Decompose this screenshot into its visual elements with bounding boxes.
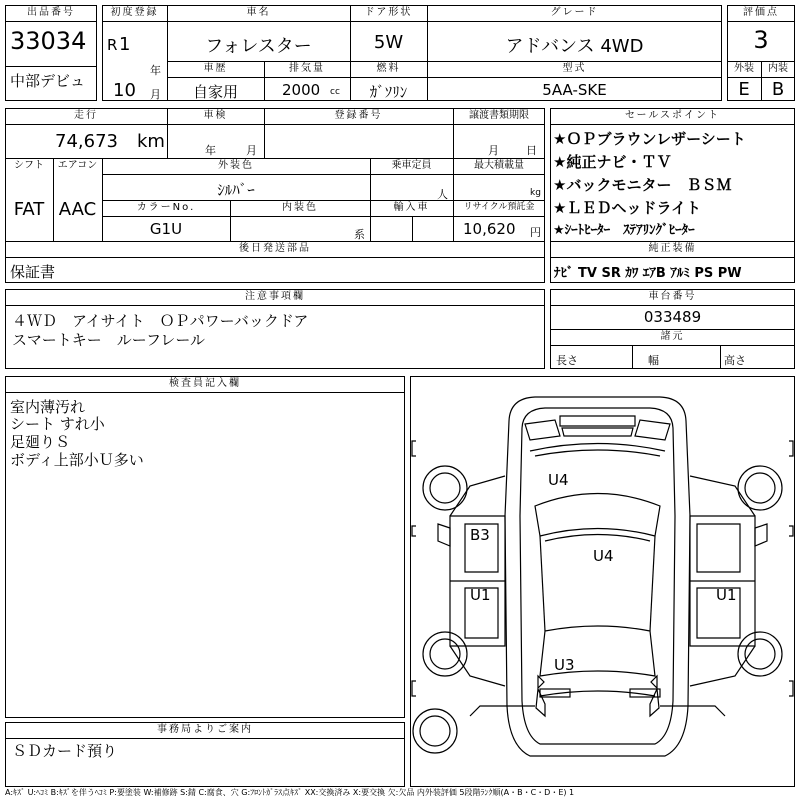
load-unit: kg bbox=[530, 188, 541, 198]
equipment-list: ﾅﾋﾞ TV SR ｶﾜ ｴｱB ｱﾙﾐ PS PW bbox=[554, 266, 742, 281]
damage-mark-hood: U4 bbox=[548, 471, 569, 489]
recycle-amount: 10,620 bbox=[463, 220, 516, 238]
reg-month: 10 bbox=[113, 80, 136, 101]
damage-mark-right-rear-door: U1 bbox=[716, 586, 737, 604]
ac: AAC bbox=[58, 199, 97, 220]
plate-label: 登録番号 bbox=[334, 110, 383, 121]
reg-year-unit: 年 bbox=[150, 64, 161, 77]
int-color-unit: 系 bbox=[354, 228, 365, 241]
transfer-month-unit: 月 bbox=[488, 144, 499, 157]
selling-point-item: ★ＯＰブラウンレザーシート bbox=[553, 130, 746, 148]
mileage: 74,673 bbox=[55, 131, 118, 152]
capacity-unit: 人 bbox=[437, 188, 448, 201]
dims-label: 諸元 bbox=[660, 331, 685, 342]
grade-label: グレード bbox=[550, 7, 599, 18]
exterior-color: ｼﾙﾊﾞｰ bbox=[217, 181, 255, 199]
transfer-label: 譲渡書類期限 bbox=[469, 110, 529, 121]
recycle-label: リサイクル預託金 bbox=[463, 202, 535, 212]
office-text: ＳＤカード預り bbox=[12, 742, 118, 760]
displacement-unit: cc bbox=[330, 87, 340, 97]
selling-point-item: ★ＬＥＤヘッドライト bbox=[553, 199, 701, 217]
debut-label: 中部デビュ bbox=[10, 72, 86, 90]
damage-mark-roof: U4 bbox=[593, 547, 614, 565]
height-label: 高さ bbox=[724, 354, 746, 367]
reg-era: R bbox=[107, 36, 118, 54]
chassis-label: 車台番号 bbox=[648, 291, 697, 302]
displacement-label: 排気量 bbox=[289, 63, 325, 74]
import-label: 輸入車 bbox=[393, 202, 430, 213]
inspector-line: 室内薄汚れ bbox=[10, 398, 86, 416]
inspection-label: 車検 bbox=[203, 110, 228, 121]
selling-point-item: ★純正ナビ・ＴＶ bbox=[553, 153, 672, 171]
score: 3 bbox=[753, 26, 769, 54]
exterior-score: E bbox=[738, 79, 750, 100]
capacity-label: 乗車定員 bbox=[391, 160, 432, 171]
damage-mark-trunk: U3 bbox=[554, 656, 575, 674]
color-no-label: カラーNo. bbox=[136, 202, 196, 213]
history-label: 車歴 bbox=[203, 63, 228, 74]
car-name: フォレスター bbox=[205, 36, 312, 57]
inspection-month-unit: 月 bbox=[246, 144, 257, 157]
selling-points-label: セールスポイント bbox=[624, 110, 721, 121]
model-label: 型式 bbox=[562, 63, 587, 74]
fuel-label: 燃料 bbox=[376, 63, 401, 74]
car-diagram bbox=[410, 376, 795, 787]
width-label: 幅 bbox=[648, 354, 659, 367]
inspector-line: ボディ上部小Ｕ多い bbox=[10, 451, 144, 469]
mileage-label: 走行 bbox=[74, 110, 98, 121]
office-label: 事務局よりご案内 bbox=[157, 724, 253, 735]
doors-label: ドア形状 bbox=[364, 7, 413, 18]
lot-number: 33034 bbox=[10, 27, 87, 55]
grade: アドバンス 4WD bbox=[505, 36, 644, 57]
damage-mark-left-front: B3 bbox=[470, 526, 490, 544]
inspector-label: 検査員記入欄 bbox=[169, 378, 241, 389]
mileage-unit: km bbox=[137, 131, 165, 152]
color-label: 外装色 bbox=[218, 160, 254, 171]
shift: FAT bbox=[13, 199, 45, 220]
inspection-year-unit: 年 bbox=[205, 144, 216, 157]
selling-point-item: ★バックモニター ＢＳＭ bbox=[553, 176, 732, 194]
selling-point-item: ★ｼｰﾄﾋｰﾀｰ ｽﾃｱﾘﾝｸﾞﾋｰﾀｰ bbox=[553, 223, 695, 238]
notes-line: ４ＷＤ アイサイト ＯＰパワーバックドア bbox=[12, 312, 309, 330]
ac-label: エアコン bbox=[57, 160, 98, 171]
exterior-label: 外装 bbox=[734, 63, 754, 74]
notes-line: スマートキー ルーフレール bbox=[12, 331, 206, 349]
model: 5AA-SKE bbox=[542, 81, 607, 99]
history: 自家用 bbox=[192, 83, 238, 101]
later-parts: 保証書 bbox=[10, 263, 56, 281]
equipment-label: 純正装備 bbox=[648, 243, 697, 254]
color-no: G1U bbox=[149, 220, 183, 238]
inspector-line: 足廻りＳ bbox=[10, 433, 71, 451]
reg-year: 1 bbox=[119, 34, 131, 55]
load-label: 最大積載量 bbox=[474, 160, 524, 171]
chassis-number: 033489 bbox=[643, 308, 702, 326]
recycle-unit: 円 bbox=[530, 226, 541, 239]
inspector-line: シート すれ小 bbox=[10, 415, 105, 433]
fuel: ｶﾞｿﾘﾝ bbox=[369, 83, 408, 101]
reg-month-unit: 月 bbox=[150, 88, 161, 101]
int-color-label: 内装色 bbox=[282, 202, 318, 213]
lot-label: 出品番号 bbox=[27, 7, 75, 18]
displacement: 2000 bbox=[282, 81, 321, 99]
damage-mark-left-rear-door: U1 bbox=[470, 586, 491, 604]
doors: 5W bbox=[373, 32, 404, 53]
car-name-label: 車名 bbox=[246, 7, 271, 18]
interior-label: 内装 bbox=[768, 63, 788, 74]
shift-label: シフト bbox=[14, 160, 44, 171]
length-label: 長さ bbox=[556, 354, 578, 367]
interior-score: B bbox=[771, 79, 785, 100]
later-parts-label: 後日発送部品 bbox=[239, 243, 311, 254]
reg-label: 初度登録 bbox=[110, 7, 159, 18]
notes-label: 注意事項欄 bbox=[245, 291, 305, 302]
score-label: 評価点 bbox=[743, 7, 779, 18]
damage-legend: A:ｷｽﾞ U:ﾍｺﾐ B:ｷｽﾞを伴うﾍｺﾐ P:要塗装 W:補修跡 S:錆 C:腐食、穴 G:ﾌﾛﾝﾄｶﾞﾗｽ点ｷｽﾞ XX:交換済み X:要交換 欠:欠品 内外装評価 5段階ﾗﾝｸ順(A・B・C・D・E) 1 bbox=[5, 788, 575, 797]
transfer-day-unit: 日 bbox=[526, 144, 537, 157]
